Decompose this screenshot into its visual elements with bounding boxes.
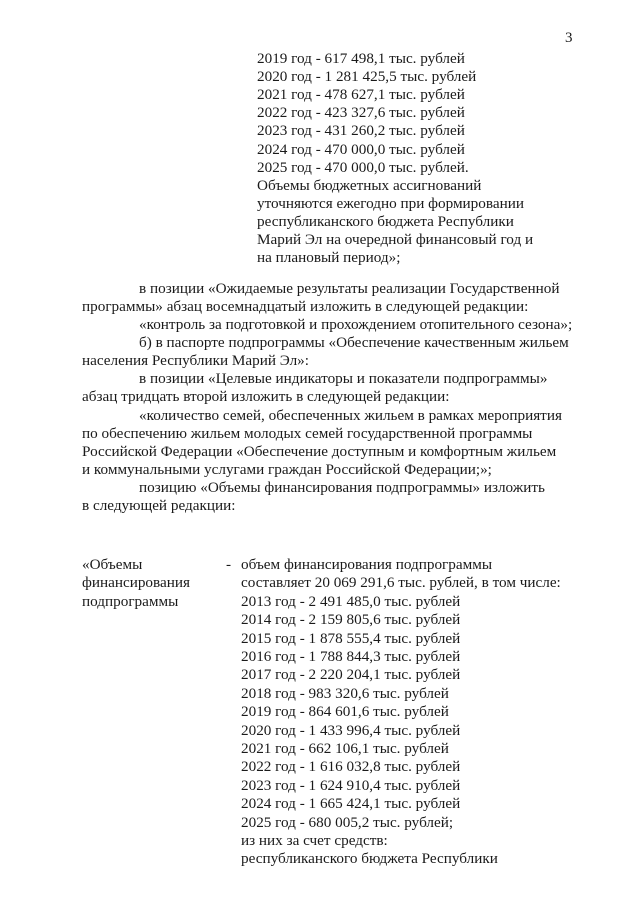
paragraph-line: в позиции «Целевые индикаторы и показатели подпрограммы» bbox=[139, 370, 548, 388]
table-year-line: 2017 год - 2 220 204,1 тыс. рублей bbox=[241, 666, 461, 684]
table-year-line: 2018 год - 983 320,6 тыс. рублей bbox=[241, 684, 449, 702]
table-label-line: «Объемы bbox=[82, 556, 143, 573]
table-tail-line: из них за счет средств: bbox=[241, 832, 388, 849]
paragraph-line: программы» абзац восемнадцатый изложить в следующей редакции: bbox=[82, 297, 529, 315]
year-line: 2025 год - 470 000,0 тыс. рублей. bbox=[257, 158, 469, 176]
year-line: 2019 год - 617 498,1 тыс. рублей bbox=[257, 50, 465, 67]
year-line: 2020 год - 1 281 425,5 тыс. рублей bbox=[257, 68, 477, 86]
note-line: уточняются ежегодно при формировании bbox=[257, 194, 524, 212]
note-line: Объемы бюджетных ассигнований bbox=[257, 176, 482, 194]
note-line: республиканского бюджета Республики bbox=[257, 212, 514, 230]
table-year-line: 2024 год - 1 665 424,1 тыс. рублей bbox=[241, 795, 461, 813]
table-year-line: 2019 год - 864 601,6 тыс. рублей bbox=[241, 703, 449, 721]
table-year-line: 2014 год - 2 159 805,6 тыс. рублей bbox=[241, 611, 461, 629]
paragraph-line: по обеспечению жильем молодых семей государственной программы bbox=[82, 424, 533, 442]
table-year-line: 2022 год - 1 616 032,8 тыс. рублей bbox=[241, 758, 461, 776]
table-label-line: подпрограммы bbox=[82, 592, 179, 610]
table-dash: - bbox=[226, 556, 232, 573]
paragraph-line: б) в паспорте подпрограммы «Обеспечение качественным жильем bbox=[139, 334, 569, 352]
paragraph-line: населения Республики Марий Эл»: bbox=[82, 352, 309, 370]
note-line: на плановый период»; bbox=[257, 249, 401, 267]
table-tail-line: республиканского бюджета Республики bbox=[241, 850, 498, 868]
paragraph-line: абзац тридцать второй изложить в следующей редакции: bbox=[82, 388, 450, 406]
page-number: 3 bbox=[565, 30, 573, 46]
paragraph-line: «количество семей, обеспеченных жильем в рамках мероприятия bbox=[139, 406, 562, 424]
table-label-line: финансирования bbox=[82, 574, 190, 592]
year-line: 2022 год - 423 327,6 тыс. рублей bbox=[257, 104, 465, 122]
note-line: Марий Эл на очередной финансовый год и bbox=[257, 231, 534, 248]
paragraph-line: в следующей редакции: bbox=[82, 497, 236, 515]
year-line: 2023 год - 431 260,2 тыс. рублей bbox=[257, 122, 465, 140]
paragraph-line: позицию «Объемы финансирования подпрограммы» изложить bbox=[139, 478, 545, 496]
paragraph-line: «контроль за подготовкой и прохождением отопительного сезона»; bbox=[139, 316, 573, 334]
year-line: 2024 год - 470 000,0 тыс. рублей bbox=[257, 140, 465, 158]
year-line: 2021 год - 478 627,1 тыс. рублей bbox=[257, 86, 465, 104]
table-year-line: 2016 год - 1 788 844,3 тыс. рублей bbox=[241, 648, 461, 665]
paragraph-line: и коммунальными услугами граждан Российской Федерации;»; bbox=[82, 460, 492, 478]
table-intro-line: составляет 20 069 291,6 тыс. рублей, в том числе: bbox=[241, 574, 561, 592]
paragraph-line: Российской Федерации «Обеспечение доступным и комфортным жильем bbox=[82, 442, 557, 460]
table-year-line: 2021 год - 662 106,1 тыс. рублей bbox=[241, 740, 449, 757]
table-year-line: 2023 год - 1 624 910,4 тыс. рублей bbox=[241, 776, 461, 794]
table-year-line: 2013 год - 2 491 485,0 тыс. рублей bbox=[241, 592, 461, 610]
table-year-line: 2015 год - 1 878 555,4 тыс. рублей bbox=[241, 629, 461, 647]
table-intro-line: объем финансирования подпрограммы bbox=[241, 556, 493, 573]
table-year-line: 2020 год - 1 433 996,4 тыс. рублей bbox=[241, 721, 461, 739]
paragraph-line: в позиции «Ожидаемые результаты реализации Государственной bbox=[139, 279, 560, 297]
table-year-line: 2025 год - 680 005,2 тыс. рублей; bbox=[241, 813, 454, 831]
